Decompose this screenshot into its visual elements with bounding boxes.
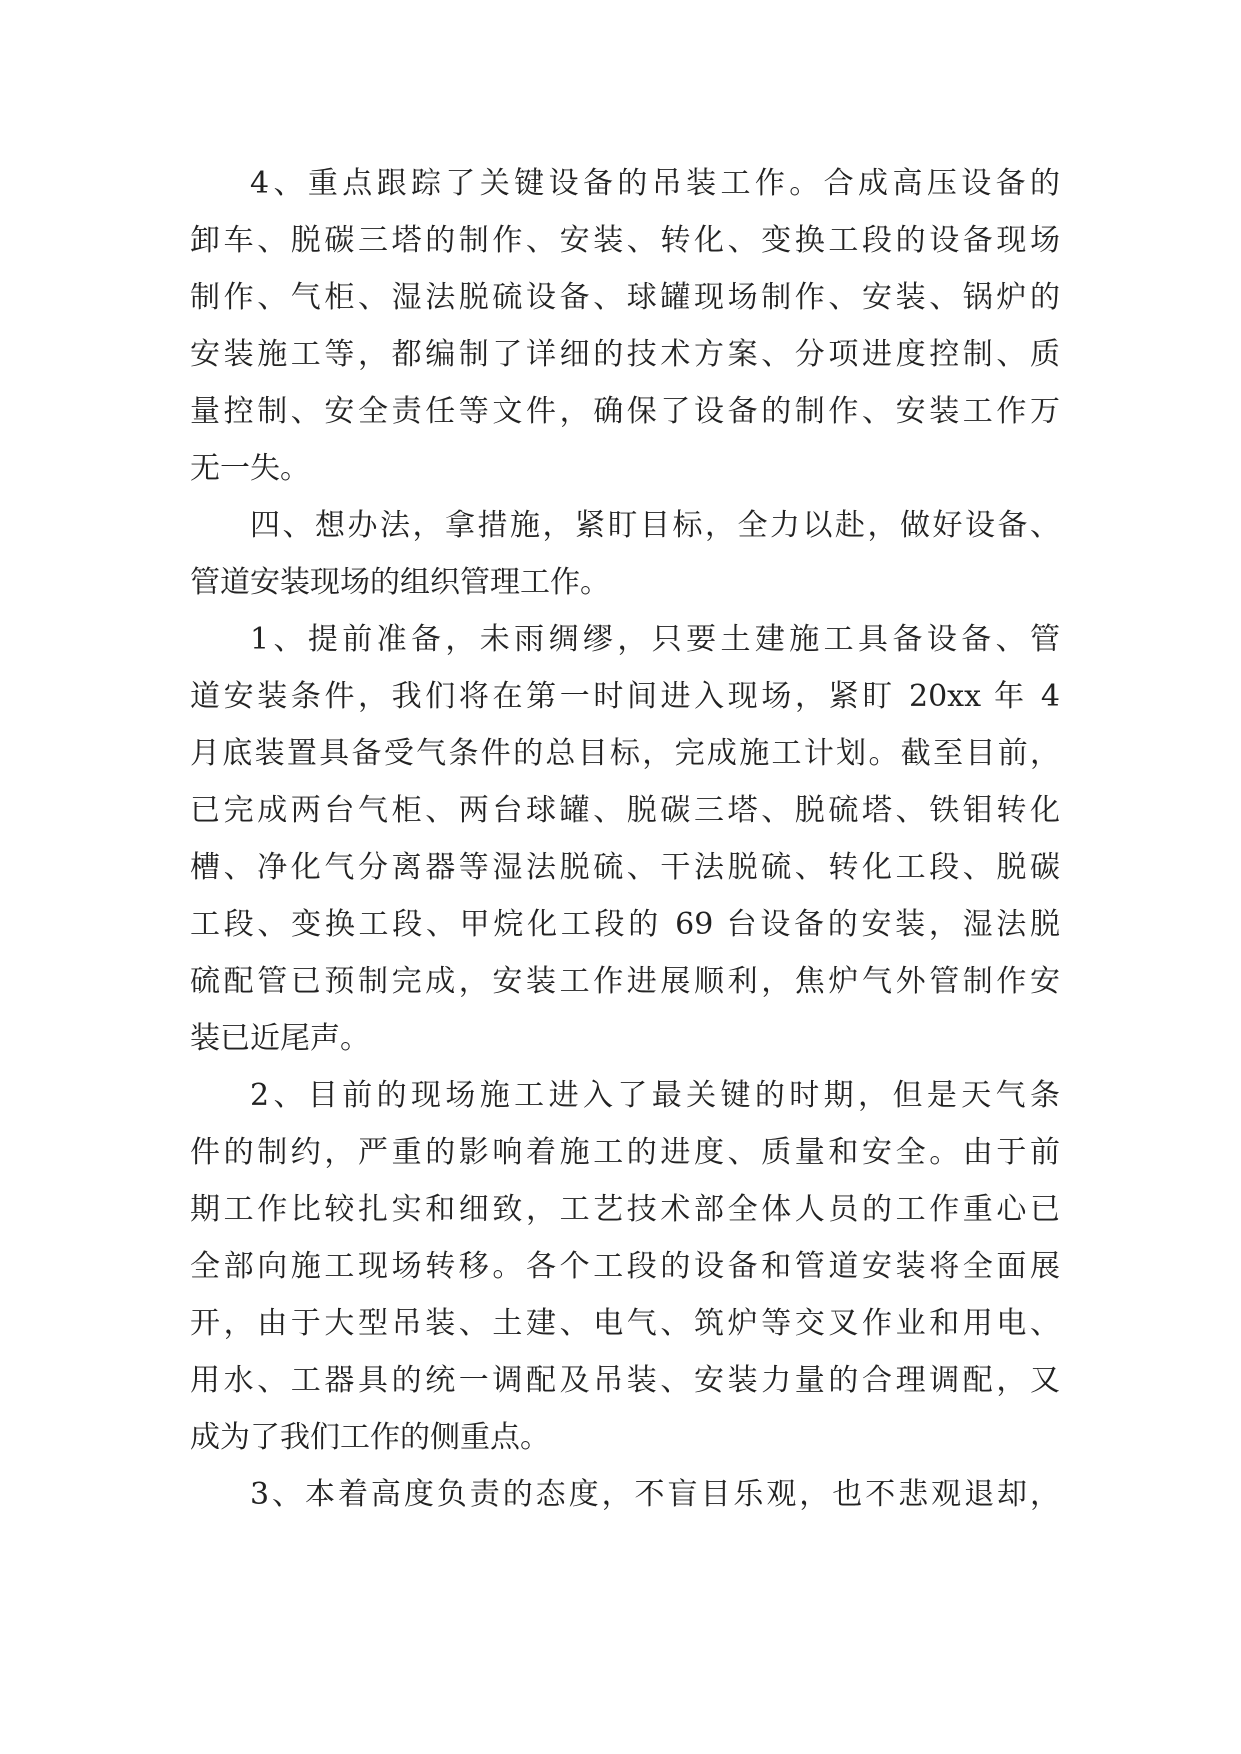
- text-line: 四、想办法，拿措施，紧盯目标，全力以赴，做好设备、: [250, 508, 1060, 543]
- text-line: 卸车、脱碳三塔的制作、安装、转化、变换工段的设备现场: [190, 223, 1060, 258]
- paragraph-equipment-hoisting: [190, 155, 1060, 497]
- text-line: 用水、工器具的统一调配及吊装、安装力量的合理调配，又: [190, 1363, 1060, 1398]
- text-line: 开，由于大型吊装、土建、电气、筑炉等交叉作业和用电、: [190, 1306, 1060, 1341]
- paragraph-advance-preparation: [190, 611, 1060, 1067]
- text-line: 装已近尾声。: [190, 1021, 370, 1056]
- text-line: 4、重点跟踪了关键设备的吊装工作。合成高压设备的: [250, 166, 1060, 201]
- text-line: 制作、气柜、湿法脱硫设备、球罐现场制作、安装、锅炉的: [190, 280, 1060, 315]
- text-line: 3、本着高度负责的态度，不盲目乐观，也不悲观退却，: [250, 1477, 1060, 1512]
- text-line: 1、提前准备，未雨绸缪，只要土建施工具备设备、管: [250, 622, 1060, 657]
- text-line: 成为了我们工作的侧重点。: [190, 1420, 550, 1455]
- text-line: 安装施工等，都编制了详细的技术方案、分项进度控制、质: [190, 337, 1060, 372]
- text-line: 管道安装现场的组织管理工作。: [190, 565, 610, 600]
- text-line: 无一失。: [190, 451, 310, 486]
- text-line: 件的制约，严重的影响着施工的进度、质量和安全。由于前: [190, 1135, 1060, 1170]
- paragraph-responsible-attitude: [190, 1466, 1060, 1523]
- text-line: 2、目前的现场施工进入了最关键的时期，但是天气条: [250, 1078, 1060, 1113]
- text-line: 道安装条件，我们将在第一时间进入现场，紧盯 20xx 年 4: [190, 679, 1060, 714]
- text-line: 槽、净化气分离器等湿法脱硫、干法脱硫、转化工段、脱碳: [190, 850, 1060, 885]
- body-text: [190, 155, 1060, 1523]
- text-line: 硫配管已预制完成，安装工作进展顺利，焦炉气外管制作安: [190, 964, 1060, 999]
- text-line: 量控制、安全责任等文件，确保了设备的制作、安装工作万: [190, 394, 1060, 429]
- section-heading-four: [190, 497, 1060, 611]
- text-line: 工段、变换工段、甲烷化工段的 69 台设备的安装，湿法脱: [190, 907, 1060, 942]
- text-line: 全部向施工现场转移。各个工段的设备和管道安装将全面展: [190, 1249, 1060, 1284]
- text-line: 月底装置具备受气条件的总目标，完成施工计划。截至目前，: [190, 736, 1060, 771]
- text-line: 期工作比较扎实和细致，工艺技术部全体人员的工作重心已: [190, 1192, 1060, 1227]
- paragraph-critical-period: [190, 1067, 1060, 1466]
- text-line: 已完成两台气柜、两台球罐、脱碳三塔、脱硫塔、铁钼转化: [190, 793, 1060, 828]
